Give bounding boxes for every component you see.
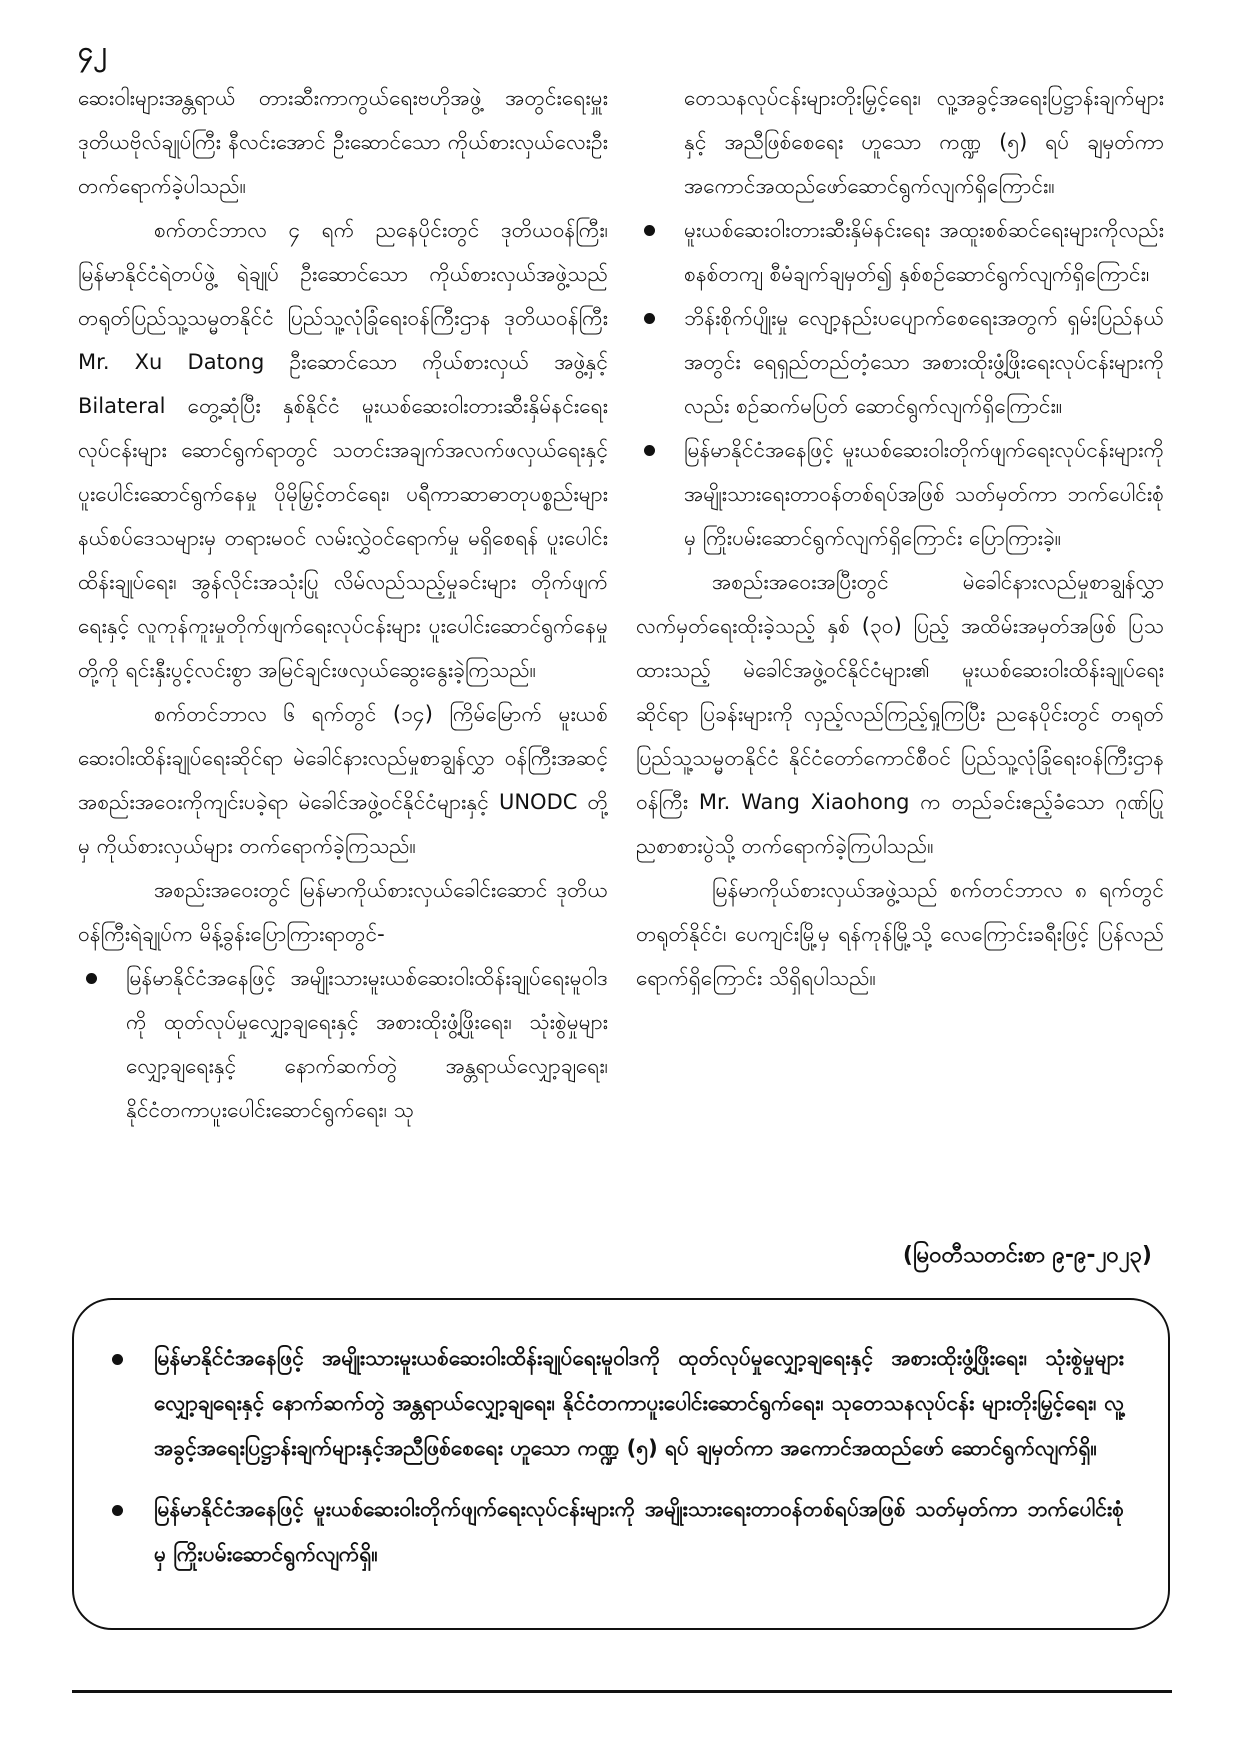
- bullet-icon: [644, 225, 655, 236]
- paragraph-ministerial-meeting: စက်တင်ဘာလ ၆ ရက်တွင် (၁၄) ကြိမ်မြောက် မူးယစ်ဆေးဝါးထိန်းချုပ်ရေးဆိုင်ရာ မဲခေါင်နားလည်မှုစာချွန်လွှာ ဝန်ကြီးအဆင့်အစည်းအဝေးကိုကျင်းပခဲ့ရာ မဲခေါင်အဖွဲ့ဝင်နိုင်ငံများနှင့် UNODC တို့မှ ကိုယ်စားလှယ်များ တက်ရောက်ခဲ့ကြသည်။: [78, 702, 608, 858]
- speech-points-list-continued: [636, 208, 1164, 560]
- summary-box: [72, 1298, 1170, 1630]
- speech-point: [636, 428, 1164, 560]
- page-number: ၄၂: [78, 36, 107, 67]
- speech-points-list: [78, 956, 608, 1132]
- paragraph-return-trip: မြန်မာကိုယ်စားလှယ်အဖွဲ့သည် စက်တင်ဘာလ ၈ ရက်တွင် တရုတ်နိုင်ငံ၊ ပေကျင်းမြို့မှ ရန်ကုန်မြို့သို့ လေကြောင်းခရီးဖြင့် ပြန်လည်ရောက်ရှိကြောင်း သိရှိရပါသည်။: [636, 878, 1164, 990]
- bullet-icon: [644, 313, 655, 324]
- right-column: [636, 76, 1164, 1000]
- speech-point: [636, 296, 1164, 428]
- bullet-icon: [86, 973, 97, 984]
- speech-point-text: ဘိန်းစိုက်ပျိုးမှု လျော့နည်းပပျောက်စေရေးအတွက် ရှမ်းပြည်နယ်အတွင်း ရေရှည်တည်တံ့သော အစားထိုးဖွံ့ဖြိုးရေးလုပ်ငန်းများကိုလည်း စဉ်ဆက်မပြတ် ဆောင်ရွက်လျက်ရှိကြောင်း။: [684, 306, 1164, 418]
- paragraph-speech-intro: အစည်းအဝေးတွင် မြန်မာကိုယ်စားလှယ်ခေါင်းဆောင် ဒုတိယဝန်ကြီးရဲချုပ်က မိန့်ခွန်းပြောကြားရာတွင်-: [78, 878, 608, 946]
- bullet-icon: [644, 445, 655, 456]
- summary-item: [110, 1487, 1124, 1577]
- summary-item: [110, 1336, 1124, 1471]
- summary-item-text: မြန်မာနိုင်ငံအနေဖြင့် အမျိုးသားမူးယစ်ဆေးဝါးထိန်းချုပ်ရေးမူဝါဒကို ထုတ်လုပ်မှုလျှော့ချရေးနှင့် အစားထိုးဖွံ့ဖြိုးရေး၊ သုံးစွဲမှုများလျှော့ချရေးနှင့် နောက်ဆက်တွဲ အန္တရာယ်လျှော့ချရေး၊ နိုင်ငံတကာပူးပေါင်းဆောင်ရွက်ရေး၊ သုတေသနလုပ်ငန်း များတိုးမြှင့်ရေး၊ လူ့အခွင့်အရေးပြဋ္ဌာန်းချက်များနှင့်အညီဖြစ်စေရေး ဟူသော ကဏ္ဍ (၅) ရပ် ချမှတ်ကာ အကောင်အထည်ဖော် ဆောင်ရွက်လျက်ရှိ။: [154, 1346, 1124, 1460]
- bullet-icon: [112, 1505, 123, 1516]
- footer-divider: [72, 1690, 1172, 1693]
- speech-point-continuation: တေသနလုပ်ငန်းများတိုးမြှင့်ရေး၊ လူ့အခွင့်အရေးပြဋ္ဌာန်းချက်များနှင့် အညီဖြစ်စေရေး ဟူသော ကဏ္ဍ (၅) ရပ် ချမှတ်ကာအကောင်အထည်ဖော်ဆောင်ရွက်လျက်ရှိကြောင်း။: [684, 86, 1164, 198]
- speech-point-text: မူးယစ်ဆေးဝါးတားဆီးနှိမ်နင်းရေး အထူးစစ်ဆင်ရေးများကိုလည်း စနစ်တကျ စီမံချက်ချမှတ်၍ နှစ်စဉ်ဆောင်ရွက်လျက်ရှိကြောင်း၊: [684, 218, 1164, 286]
- left-column: [78, 76, 608, 1132]
- speech-point-text: မြန်မာနိုင်ငံအနေဖြင့် အမျိုးသားမူးယစ်ဆေးဝါးထိန်းချုပ်ရေးမူဝါဒကို ထုတ်လုပ်မှုလျှော့ချရေးနှင့် အစားထိုးဖွံ့ဖြိုးရေး၊ သုံးစွဲမှုများလျှော့ချရေးနှင့် နောက်ဆက်တွဲ အန္တရာယ်လျှော့ချရေး၊ နိုင်ငံတကာပူးပေါင်းဆောင်ရွက်ရေး၊ သု: [126, 966, 608, 1122]
- summary-item-text: မြန်မာနိုင်ငံအနေဖြင့် မူးယစ်ဆေးဝါးတိုက်ဖျက်ရေးလုပ်ငန်းများကို အမျိုးသားရေးတာဝန်တစ်ရပ်အဖြစ် သတ်မှတ်ကာ ဘက်ပေါင်းစုံမှ ကြိုးပမ်းဆောင်ရွက်လျက်ရှိ။: [154, 1497, 1124, 1566]
- bullet-icon: [112, 1354, 123, 1365]
- speech-point-text: မြန်မာနိုင်ငံအနေဖြင့် မူးယစ်ဆေးဝါးတိုက်ဖျက်ရေးလုပ်ငန်းများကို အမျိုးသားရေးတာဝန်တစ်ရပ်အဖြစ် သတ်မှတ်ကာ ဘက်ပေါင်းစုံမှ ကြိုးပမ်းဆောင်ရွက်လျက်ရှိကြောင်း ပြောကြားခဲ့။: [684, 438, 1164, 550]
- speech-point: [636, 208, 1164, 296]
- paragraph-bilateral-meeting: စက်တင်ဘာလ ၄ ရက် ညနေပိုင်းတွင် ဒုတိယဝန်ကြီး၊ မြန်မာနိုင်ငံရဲတပ်ဖွဲ့ ရဲချုပ် ဦးဆောင်သော ကိုယ်စားလှယ်အဖွဲ့သည် တရုတ်ပြည်သူ့သမ္မတနိုင်ငံ ပြည်သူ့လုံခြုံရေးဝန်ကြီးဌာန ဒုတိယဝန်ကြီး Mr. Xu Datong ဦးဆောင်သော ကိုယ်စားလှယ် အဖွဲ့နှင့် Bilateral တွေ့ဆုံပြီး နှစ်နိုင်ငံ မူးယစ်ဆေးဝါးတားဆီးနှိမ်နင်းရေးလုပ်ငန်းများ ဆောင်ရွက်ရာတွင် သတင်းအချက်အလက်ဖလှယ်ရေးနှင့် ပူးပေါင်းဆောင်ရွက်နေမှု ပိုမိုမြှင့်တင်ရေး၊ ပရီကာဆာဓာတုပစ္စည်းများ နယ်စပ်ဒေသများမှ တရားမဝင် လမ်းလွှဲဝင်ရောက်မှု မရှိစေရန် ပူးပေါင်းထိန်းချုပ်ရေး၊ အွန်လိုင်းအသုံးပြု လိမ်လည်သည့်မှုခင်းများ တိုက်ဖျက်ရေးနှင့် လူကုန်ကူးမှုတိုက်ဖျက်ရေးလုပ်ငန်းများ ပူးပေါင်းဆောင်ရွက်နေမှုတို့ကို ရင်းနှီးပွင့်လင်းစွာ အမြင်ချင်းဖလှယ်ဆွေးနွေးခဲ့ကြသည်။: [78, 218, 608, 682]
- speech-point: [78, 956, 608, 1132]
- source-citation: (မြဝတီသတင်းစာ ၉-၉-၂၀၂၃): [902, 1243, 1152, 1268]
- paragraph-delegation-members: ဆေးဝါးများအန္တရာယ် တားဆီးကာကွယ်ရေးဗဟိုအဖွဲ့ အတွင်းရေးမှူး ဒုတိယဗိုလ်ချုပ်ကြီး နီလင်းအောင် ဦးဆောင်သော ကိုယ်စားလှယ်လေးဦး တက်ရောက်ခဲ့ပါသည်။: [78, 86, 608, 198]
- summary-list: [110, 1336, 1124, 1577]
- paragraph-after-meeting: အစည်းအဝေးအပြီးတွင် မဲခေါင်နားလည်မှုစာချွန်လွှာလက်မှတ်ရေးထိုးခဲ့သည့် နှစ် (၃၀) ပြည့် အထိမ်းအမှတ်အဖြစ် ပြသထားသည့် မဲခေါင်အဖွဲ့ဝင်နိုင်ငံများ၏ မူးယစ်ဆေးဝါးထိန်းချုပ်ရေးဆိုင်ရာ ပြခန်းများကို လှည့်လည်ကြည့်ရှုကြပြီး ညနေပိုင်းတွင် တရုတ်ပြည်သူ့သမ္မတနိုင်ငံ နိုင်ငံတော်ကောင်စီဝင် ပြည်သူ့လုံခြုံရေးဝန်ကြီးဌာနဝန်ကြီး Mr. Wang Xiaohong က တည်ခင်းဧည့်ခံသော ဂုဏ်ပြုညစာစားပွဲသို့ တက်ရောက်ခဲ့ကြပါသည်။: [636, 570, 1164, 858]
